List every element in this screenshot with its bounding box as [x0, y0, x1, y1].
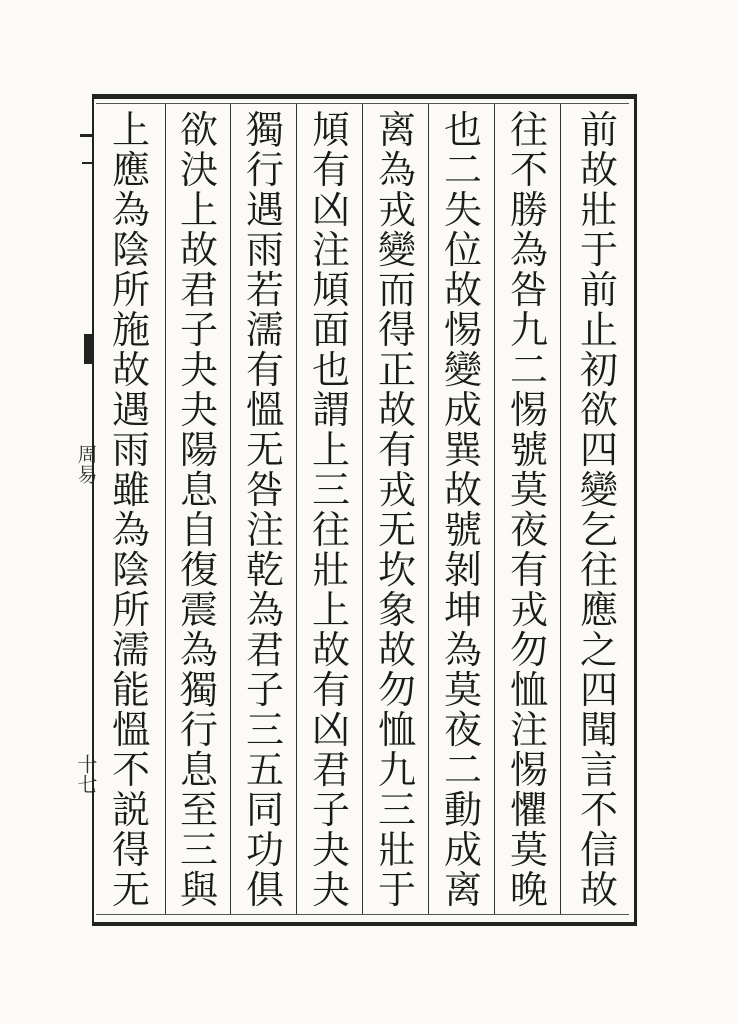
column-char: 為 — [179, 628, 218, 672]
column-char: 能 — [111, 668, 150, 712]
column-char: 號 — [509, 428, 548, 472]
column-char: 咎 — [245, 468, 284, 512]
column-char: 所 — [111, 268, 150, 312]
column-char: 決 — [179, 148, 218, 192]
column-char: 不 — [111, 748, 150, 792]
column-char: 故 — [579, 868, 618, 912]
column-char: 二 — [443, 748, 482, 792]
column-char: 注 — [311, 228, 350, 272]
column-char: 前 — [579, 108, 618, 152]
column-char: 號 — [443, 508, 482, 552]
column-char: 行 — [179, 708, 218, 752]
column-char: 得 — [377, 308, 416, 352]
column-char: 二 — [509, 348, 548, 392]
column-char: 懼 — [509, 788, 548, 832]
column-char: 故 — [179, 228, 218, 272]
column-char: 巽 — [443, 428, 482, 472]
column-char: 无 — [111, 868, 150, 912]
column-char: 初 — [579, 348, 618, 392]
column-char: 夜 — [509, 508, 548, 552]
column-char: 勝 — [509, 188, 548, 232]
column-char: 恤 — [377, 708, 416, 752]
column-char: 于 — [377, 868, 416, 912]
column-char: 有 — [245, 348, 284, 392]
column-char: 注 — [245, 508, 284, 552]
column-char: 施 — [111, 308, 150, 352]
column-char: 于 — [579, 228, 618, 272]
column-char: 戎 — [377, 188, 416, 232]
column-char: 凶 — [311, 188, 350, 232]
column-char: 惕 — [443, 308, 482, 352]
column-char: 若 — [245, 268, 284, 312]
column-char: 四 — [579, 668, 618, 712]
column-char: 惕 — [509, 388, 548, 432]
column-char: 應 — [579, 588, 618, 632]
column-char: 故 — [443, 468, 482, 512]
column-char: 行 — [245, 148, 284, 192]
column-char: 至 — [179, 788, 218, 832]
fold-label: 周易 — [74, 444, 98, 484]
column-char: 夜 — [443, 708, 482, 752]
column-char: 乞 — [579, 508, 618, 552]
column-char: 无 — [377, 508, 416, 552]
column-char: 雖 — [111, 468, 150, 512]
column-char: 故 — [579, 148, 618, 192]
column-char: 戎 — [377, 468, 416, 512]
column-char: 君 — [245, 628, 284, 672]
column-char: 之 — [579, 628, 618, 672]
column-char: 為 — [509, 228, 548, 272]
column-char: 三 — [245, 708, 284, 752]
column-char: 獨 — [179, 668, 218, 712]
column-char: 位 — [443, 228, 482, 272]
column-char: 莫 — [443, 668, 482, 712]
column-char: 得 — [111, 828, 150, 872]
column-char: 故 — [377, 628, 416, 672]
text-column-7 — [167, 110, 231, 910]
column-char: 壯 — [377, 828, 416, 872]
column-char: 离 — [443, 868, 482, 912]
text-column-5 — [299, 110, 363, 910]
column-divider — [165, 104, 166, 914]
column-char: 為 — [111, 508, 150, 552]
column-char: 陰 — [111, 228, 150, 272]
text-column-3 — [431, 110, 495, 910]
column-char: 壯 — [579, 188, 618, 232]
column-char: 注 — [509, 708, 548, 752]
column-char: 欲 — [579, 388, 618, 432]
column-char: 有 — [509, 548, 548, 592]
column-char: 恤 — [509, 668, 548, 712]
column-char: 五 — [245, 748, 284, 792]
column-char: 上 — [311, 588, 350, 632]
column-char: 前 — [579, 268, 618, 312]
column-char: 變 — [579, 468, 618, 512]
column-char: 不 — [509, 148, 548, 192]
column-char: 頄 — [311, 268, 350, 312]
column-char: 上 — [311, 428, 350, 472]
column-char: 欲 — [179, 108, 218, 152]
fishtail-mark-upper — [82, 162, 92, 164]
text-column-6 — [233, 110, 297, 910]
column-char: 往 — [579, 548, 618, 592]
column-char: 也 — [443, 108, 482, 152]
column-char: 同 — [245, 788, 284, 832]
text-column-1 — [567, 110, 631, 910]
column-char: 成 — [443, 828, 482, 872]
column-char: 勿 — [509, 628, 548, 672]
column-char: 有 — [377, 428, 416, 472]
column-char: 三 — [311, 468, 350, 512]
column-char: 故 — [443, 268, 482, 312]
column-char: 故 — [311, 628, 350, 672]
column-char: 勿 — [377, 668, 416, 712]
column-char: 面 — [311, 308, 350, 352]
column-char: 為 — [443, 628, 482, 672]
column-char: 失 — [443, 188, 482, 232]
column-char: 而 — [377, 268, 416, 312]
column-char: 遇 — [245, 188, 284, 232]
column-char: 晚 — [509, 868, 548, 912]
column-char: 夬 — [179, 388, 218, 432]
column-char: 离 — [377, 108, 416, 152]
column-char: 子 — [245, 668, 284, 712]
column-char: 君 — [311, 748, 350, 792]
column-char: 故 — [111, 348, 150, 392]
column-char: 慍 — [111, 708, 150, 752]
column-char: 咎 — [509, 268, 548, 312]
column-char: 夬 — [311, 828, 350, 872]
column-char: 三 — [179, 828, 218, 872]
column-char: 息 — [179, 468, 218, 512]
text-column-2 — [497, 110, 561, 910]
fishtail-mark-top — [80, 134, 92, 137]
column-char: 正 — [377, 348, 416, 392]
column-char: 成 — [443, 388, 482, 432]
page-number: 十七 — [74, 754, 98, 794]
column-char: 止 — [579, 308, 618, 352]
column-char: 剝 — [443, 548, 482, 592]
column-char: 與 — [179, 868, 218, 912]
column-char: 象 — [377, 588, 416, 632]
column-char: 四 — [579, 428, 618, 472]
column-char: 无 — [245, 428, 284, 472]
column-char: 上 — [179, 188, 218, 232]
column-char: 功 — [245, 828, 284, 872]
column-char: 謂 — [311, 388, 350, 432]
column-char: 雨 — [245, 228, 284, 272]
column-char: 俱 — [245, 868, 284, 912]
column-char: 坎 — [377, 548, 416, 592]
column-char: 夬 — [311, 868, 350, 912]
column-char: 濡 — [245, 308, 284, 352]
column-char: 為 — [245, 588, 284, 632]
column-char: 往 — [509, 108, 548, 152]
text-column-4 — [365, 110, 429, 910]
column-char: 夬 — [179, 348, 218, 392]
column-char: 惕 — [509, 748, 548, 792]
column-char: 戎 — [509, 588, 548, 632]
column-char: 不 — [579, 788, 618, 832]
text-column-8 — [99, 110, 163, 910]
column-char: 上 — [111, 108, 150, 152]
column-char: 獨 — [245, 108, 284, 152]
column-char: 乾 — [245, 548, 284, 592]
column-char: 慍 — [245, 388, 284, 432]
column-char: 信 — [579, 828, 618, 872]
column-char: 所 — [111, 588, 150, 632]
column-char: 二 — [443, 148, 482, 192]
column-char: 往 — [311, 508, 350, 552]
column-char: 九 — [509, 308, 548, 352]
column-char: 為 — [377, 148, 416, 192]
column-char: 震 — [179, 588, 218, 632]
column-char: 陽 — [179, 428, 218, 472]
column-char: 聞 — [579, 708, 618, 752]
column-char: 應 — [111, 148, 150, 192]
column-char: 言 — [579, 748, 618, 792]
column-char: 凶 — [311, 708, 350, 752]
column-char: 變 — [377, 228, 416, 272]
column-char: 息 — [179, 748, 218, 792]
column-char: 有 — [311, 148, 350, 192]
column-char: 故 — [377, 388, 416, 432]
column-char: 雨 — [111, 428, 150, 472]
column-char: 自 — [179, 508, 218, 552]
column-char: 君 — [179, 268, 218, 312]
column-char: 莫 — [509, 468, 548, 512]
column-char: 子 — [311, 788, 350, 832]
column-char: 變 — [443, 348, 482, 392]
fishtail-mark-block — [84, 334, 92, 364]
column-char: 為 — [111, 188, 150, 232]
column-char: 坤 — [443, 588, 482, 632]
column-char: 莫 — [509, 828, 548, 872]
column-char: 子 — [179, 308, 218, 352]
column-char: 九 — [377, 748, 416, 792]
column-char: 也 — [311, 348, 350, 392]
fore-edge-margin — [0, 94, 98, 926]
column-char: 濡 — [111, 628, 150, 672]
column-char: 動 — [443, 788, 482, 832]
column-char: 遇 — [111, 388, 150, 432]
column-char: 説 — [111, 788, 150, 832]
column-char: 壯 — [311, 548, 350, 592]
column-char: 頄 — [311, 108, 350, 152]
column-char: 三 — [377, 788, 416, 832]
column-char: 復 — [179, 548, 218, 592]
column-char: 有 — [311, 668, 350, 712]
column-char: 陰 — [111, 548, 150, 592]
